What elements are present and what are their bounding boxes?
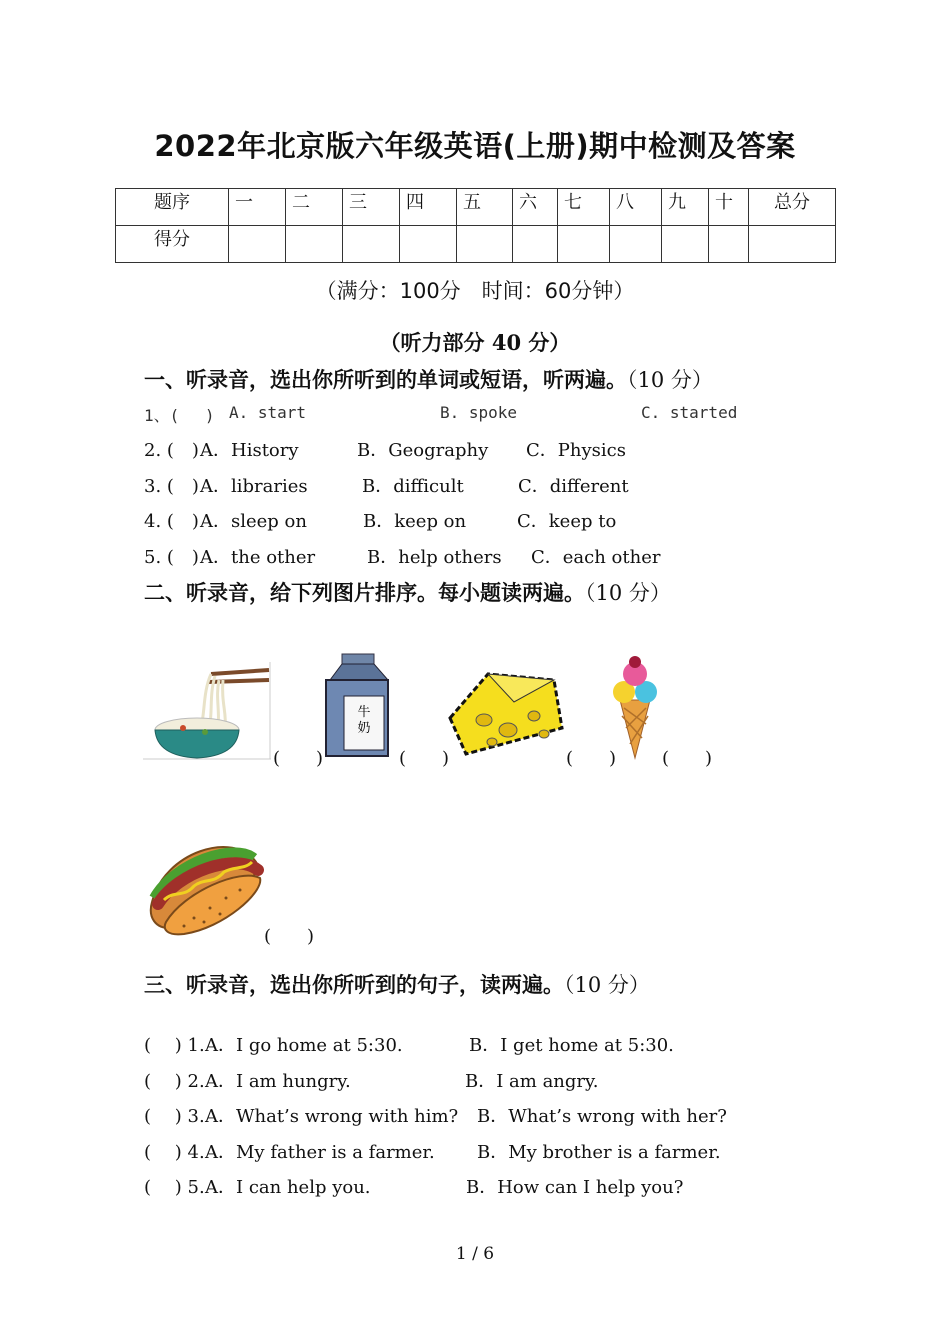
question-number: 4. ( ) bbox=[144, 511, 199, 532]
answer-blank[interactable]: ( ) bbox=[566, 748, 617, 769]
sesame bbox=[219, 913, 222, 916]
option-a: A. start bbox=[229, 403, 307, 422]
section2-heading bbox=[144, 577, 671, 607]
question-number: ( ) 2. bbox=[144, 1071, 205, 1092]
cherry bbox=[629, 656, 641, 668]
score-input-cell[interactable] bbox=[709, 226, 749, 263]
table-cell: 七 bbox=[558, 189, 610, 226]
option-b: B．My brother is a farmer. bbox=[477, 1142, 721, 1163]
section-points: （10 分） bbox=[585, 581, 671, 605]
table-cell: 三 bbox=[343, 189, 400, 226]
sesame bbox=[225, 897, 228, 900]
score-input-cell[interactable] bbox=[229, 226, 286, 263]
option-c: C．Physics bbox=[526, 440, 626, 461]
table-cell: 总分 bbox=[749, 189, 836, 226]
table-cell: 十 bbox=[709, 189, 749, 226]
sesame bbox=[193, 917, 196, 920]
cheese-hole bbox=[528, 711, 540, 721]
section-title: 三、听录音，选出你所听到的句子，读两遍。 bbox=[144, 973, 564, 997]
score-input-cell[interactable] bbox=[558, 226, 610, 263]
table-cell: 六 bbox=[513, 189, 558, 226]
page-title: 2022年北京版六年级英语(上册)期中检测及答案 bbox=[154, 129, 796, 163]
option-a: A．My father is a farmer. bbox=[205, 1142, 435, 1163]
option-b: B．I get home at 5:30. bbox=[469, 1035, 674, 1056]
option-a: A．I can help you. bbox=[205, 1177, 371, 1198]
cheese-hole bbox=[539, 730, 549, 738]
option-a: A．libraries bbox=[200, 476, 308, 497]
exam-info: （满分：100分 时间：60分钟） bbox=[315, 279, 635, 303]
garnish bbox=[180, 725, 186, 731]
option-b: B．What’s wrong with her? bbox=[477, 1106, 727, 1127]
page-number: 1 / 6 bbox=[455, 1244, 495, 1264]
option-c: C．different bbox=[518, 476, 629, 497]
question-number: 5. ( ) bbox=[144, 547, 199, 568]
cheese-hole bbox=[499, 723, 517, 737]
table-cell: 八 bbox=[610, 189, 662, 226]
question-number: ( ) 3. bbox=[144, 1106, 205, 1127]
option-c: C．keep to bbox=[517, 511, 617, 532]
option-c: C. started bbox=[641, 403, 738, 422]
score-input-cell[interactable] bbox=[662, 226, 709, 263]
question-number: ( ) 4. bbox=[144, 1142, 205, 1163]
score-table-score-row bbox=[116, 226, 836, 263]
score-input-cell[interactable] bbox=[343, 226, 400, 263]
table-cell: 五 bbox=[457, 189, 513, 226]
option-c: C．each other bbox=[531, 547, 661, 568]
option-b: B．How can I help you? bbox=[466, 1177, 684, 1198]
table-cell: 一 bbox=[229, 189, 286, 226]
cheese-image bbox=[444, 668, 566, 758]
answer-blank[interactable]: ( ) bbox=[399, 748, 450, 769]
score-input-cell[interactable] bbox=[749, 226, 836, 263]
carton-cap bbox=[342, 654, 374, 664]
option-b: B. spoke bbox=[440, 403, 518, 422]
answer-blank[interactable]: ( ) bbox=[264, 926, 315, 947]
hot-dog-image bbox=[144, 832, 264, 938]
question-number: ( ) 5. bbox=[144, 1177, 205, 1198]
section3-heading bbox=[144, 969, 650, 999]
chopstick bbox=[211, 670, 269, 674]
table-cell: 四 bbox=[400, 189, 457, 226]
carton-top bbox=[330, 664, 388, 680]
option-b: B．I am angry. bbox=[465, 1071, 599, 1092]
table-cell: 二 bbox=[286, 189, 343, 226]
sesame bbox=[239, 889, 242, 892]
option-a: A．What’s wrong with him? bbox=[205, 1106, 459, 1127]
cheese-hole bbox=[476, 714, 492, 726]
bowl bbox=[155, 730, 239, 758]
sesame bbox=[209, 907, 212, 910]
section-title: 一、听录音，选出你所听到的单词或短语，听两遍。 bbox=[144, 368, 627, 392]
milk-image bbox=[322, 652, 392, 760]
table-cell: 题序 bbox=[116, 189, 229, 226]
score-table bbox=[115, 188, 836, 263]
answer-blank[interactable]: ( ) bbox=[662, 748, 713, 769]
cheese-hole bbox=[487, 738, 497, 746]
question-number: 3. ( ) bbox=[144, 476, 199, 497]
noodles-image bbox=[143, 662, 271, 760]
listening-header: （听力部分 40 分） bbox=[379, 330, 571, 355]
section-title: 二、听录音，给下列图片排序。每小题读两遍。 bbox=[144, 581, 585, 605]
option-b: B．Geography bbox=[357, 440, 489, 461]
answer-blank[interactable]: ( ) bbox=[273, 748, 324, 769]
table-cell: 得分 bbox=[116, 226, 229, 263]
option-b: B．help others bbox=[367, 547, 502, 568]
sesame bbox=[183, 925, 186, 928]
score-input-cell[interactable] bbox=[610, 226, 662, 263]
milk-label-text: 牛奶 bbox=[357, 705, 371, 736]
option-a: A．the other bbox=[200, 547, 316, 568]
section-points: （10 分） bbox=[564, 973, 650, 997]
ice-cream-image bbox=[608, 654, 662, 762]
garnish bbox=[202, 729, 208, 735]
section-points: （10 分） bbox=[627, 368, 713, 392]
score-input-cell[interactable] bbox=[286, 226, 343, 263]
score-input-cell[interactable] bbox=[513, 226, 558, 263]
question-number: ( ) 1. bbox=[144, 1035, 205, 1056]
option-b: B．difficult bbox=[362, 476, 464, 497]
sesame bbox=[203, 921, 206, 924]
question-number: 1、( ) bbox=[144, 406, 215, 425]
option-a: A．I go home at 5:30. bbox=[205, 1035, 403, 1056]
score-input-cell[interactable] bbox=[400, 226, 457, 263]
option-a: A．I am hungry. bbox=[205, 1071, 351, 1092]
option-a: A．History bbox=[200, 440, 299, 461]
section1-heading bbox=[144, 364, 713, 394]
option-a: A．sleep on bbox=[200, 511, 307, 532]
table-cell: 九 bbox=[662, 189, 709, 226]
score-table-header-row bbox=[116, 189, 836, 226]
score-input-cell[interactable] bbox=[457, 226, 513, 263]
question-number: 2. ( ) bbox=[144, 440, 199, 461]
option-b: B．keep on bbox=[363, 511, 467, 532]
